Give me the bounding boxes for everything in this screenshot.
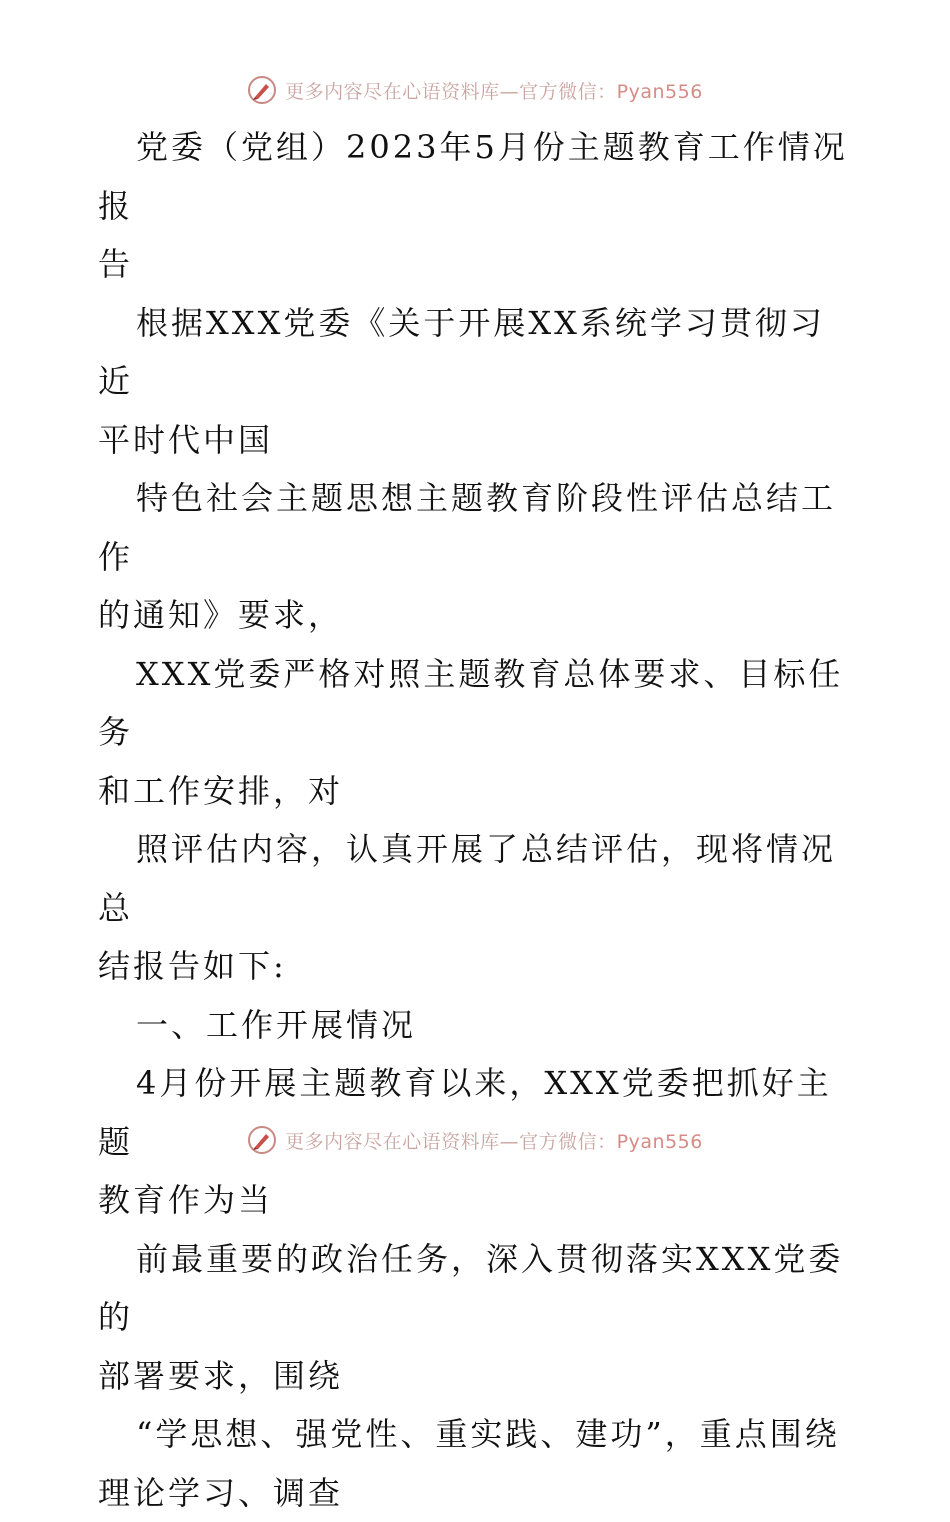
header-watermark	[0, 70, 950, 110]
doc-line-6: 的通知》要求，	[98, 586, 858, 645]
doc-line-8: 和工作安排，对	[98, 762, 858, 821]
doc-line-9: 照评估内容，认真开展了总结评估，现将情况总	[98, 820, 858, 937]
doc-line-16: “学思想、强党性、重实践、建功”，重点围绕	[98, 1405, 858, 1464]
section-heading-1: 一、工作开展情况	[98, 996, 858, 1055]
doc-title-line-1: 党委（党组）2023年5月份主题教育工作情况报	[98, 118, 858, 235]
doc-line-5: 特色社会主题思想主题教育阶段性评估总结工作	[98, 469, 858, 586]
doc-line-14: 前最重要的政治任务，深入贯彻落实XXX党委的	[98, 1230, 858, 1347]
doc-line-12: 4月份开展主题教育以来，XXX党委把抓好主题	[98, 1054, 858, 1171]
document-body	[98, 118, 858, 1522]
doc-title-line-2: 告	[98, 235, 858, 294]
watermark-text: 更多内容尽在心语资料库—官方微信：Pyan556	[285, 1127, 703, 1154]
watermark-wechat-id: Pyan556	[617, 1131, 703, 1153]
watermark-text: 更多内容尽在心语资料库—官方微信：Pyan556	[285, 77, 703, 104]
doc-line-15: 部署要求，围绕	[98, 1347, 858, 1406]
watermark-wechat-id: Pyan556	[617, 81, 703, 103]
doc-line-3: 根据XXX党委《关于开展XX系统学习贯彻习近	[98, 294, 858, 411]
doc-line-13: 教育作为当	[98, 1171, 858, 1230]
doc-line-7: XXX党委严格对照主题教育总体要求、目标任务	[98, 645, 858, 762]
footer-watermark	[0, 1120, 950, 1160]
pen-nib-logo-icon	[247, 1125, 277, 1155]
doc-line-17: 理论学习、调查	[98, 1464, 858, 1522]
doc-line-10: 结报告如下:	[98, 937, 858, 996]
pen-nib-logo-icon	[247, 75, 277, 105]
doc-line-4: 平时代中国	[98, 411, 858, 470]
